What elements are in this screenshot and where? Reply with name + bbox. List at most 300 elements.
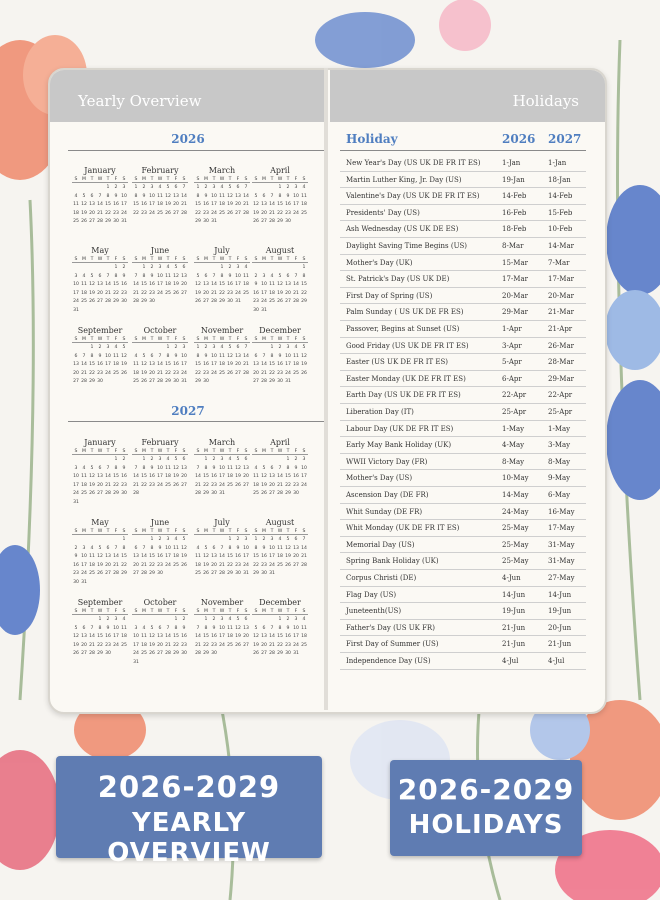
day-cell: 1 <box>150 537 154 542</box>
day-cell: 21 <box>81 370 87 376</box>
day-cell: 6 <box>98 465 102 471</box>
day-cell: 25 <box>81 299 87 304</box>
day-cell: 26 <box>173 482 179 488</box>
day-cell: 9 <box>182 625 186 631</box>
day-cell: 9 <box>262 545 266 551</box>
day-grid <box>132 456 188 499</box>
day-cell: 8 <box>302 273 306 279</box>
day-cell: 17 <box>211 202 217 207</box>
day-grid <box>252 616 308 659</box>
holiday-name: Juneteenth(US) <box>346 607 402 616</box>
holiday-row <box>340 370 586 388</box>
day-cell: 8 <box>254 545 258 551</box>
holiday-row <box>340 486 586 504</box>
day-cell: 12 <box>227 353 233 359</box>
day-cell: 15 <box>89 362 95 367</box>
day-cell: 23 <box>173 370 179 376</box>
day-cell: 13 <box>73 362 79 367</box>
empty-day <box>88 536 96 545</box>
day-cell: 16 <box>141 202 147 207</box>
month-calendar <box>252 598 308 659</box>
day-cell: 4 <box>134 353 138 359</box>
day-cell: 27 <box>203 299 209 304</box>
day-cell: 10 <box>243 545 249 551</box>
day-cell: 15 <box>227 554 233 559</box>
day-cell: 19 <box>97 562 103 568</box>
day-cell: 25 <box>253 491 259 496</box>
weekday-label: T <box>166 449 170 454</box>
day-cell: 24 <box>285 370 291 376</box>
day-cell: 17 <box>81 562 87 568</box>
day-cell: 24 <box>113 642 119 648</box>
weekday-label: T <box>150 449 154 454</box>
weekday-label: S <box>254 609 258 614</box>
day-cell: 16 <box>277 362 283 367</box>
holiday-date: 4-Jun <box>502 574 521 582</box>
day-cell: 16 <box>253 290 259 296</box>
empty-day <box>268 456 276 465</box>
day-cell: 20 <box>89 210 95 216</box>
day-cell: 7 <box>166 625 170 631</box>
day-cell: 20 <box>211 562 217 568</box>
weekday-label: W <box>277 337 283 342</box>
day-cell: 2 <box>286 617 290 622</box>
weekday-label: S <box>244 177 248 182</box>
holiday-table-header <box>346 132 586 150</box>
badge-yearly-overview <box>56 756 322 868</box>
day-cell: 3 <box>82 545 86 551</box>
day-cell: 22 <box>141 482 147 488</box>
weekday-label: W <box>157 529 163 534</box>
month-name: July <box>214 246 230 255</box>
month-name: October <box>143 598 177 607</box>
day-cell: 4 <box>74 193 78 199</box>
holiday-date: 9-May <box>548 474 571 483</box>
day-cell: 19 <box>301 362 307 367</box>
day-cell: 29 <box>285 491 291 496</box>
day-cell: 5 <box>196 273 200 279</box>
weekday-label: S <box>134 257 138 262</box>
empty-day <box>140 344 148 353</box>
weekday-label: S <box>182 337 186 342</box>
weekday-label: T <box>286 449 290 454</box>
holiday-date: 25-May <box>502 540 529 549</box>
day-cell: 3 <box>158 457 162 462</box>
day-cell: 6 <box>294 537 298 542</box>
day-cell: 3 <box>166 537 170 542</box>
day-cell: 20 <box>105 562 111 568</box>
day-cell: 14 <box>269 634 275 639</box>
holiday-name: Presidents' Day (US) <box>346 208 420 217</box>
day-cell: 23 <box>141 210 147 216</box>
weekday-label: M <box>262 257 266 262</box>
day-cell: 15 <box>113 282 119 287</box>
holiday-row <box>340 270 586 288</box>
day-cell: 22 <box>203 642 209 648</box>
holiday-date: 1-Jan <box>502 159 521 167</box>
day-cell: 10 <box>73 474 79 479</box>
day-cell: 15 <box>165 362 171 367</box>
day-cell: 23 <box>121 290 127 296</box>
day-cell: 21 <box>277 482 283 488</box>
day-cell: 4 <box>166 457 170 462</box>
month-calendar <box>72 166 128 227</box>
month-name: June <box>150 518 170 527</box>
day-grid <box>194 536 250 579</box>
empty-day <box>268 264 276 273</box>
day-cell: 25 <box>301 642 307 648</box>
day-cell: 25 <box>269 299 275 304</box>
day-cell: 28 <box>261 379 267 384</box>
day-cell: 10 <box>219 625 225 631</box>
holiday-row <box>340 220 586 238</box>
holiday-name: Spring Bank Holiday (UK) <box>346 557 439 566</box>
holiday-date: 28-Mar <box>548 358 574 367</box>
day-cell: 8 <box>114 273 118 279</box>
day-cell: 7 <box>98 193 102 199</box>
day-cell: 31 <box>243 571 249 576</box>
weekday-label: W <box>277 177 283 182</box>
day-cell: 10 <box>211 353 217 359</box>
day-grid <box>72 456 128 507</box>
day-cell: 13 <box>285 282 291 287</box>
day-cell: 21 <box>105 482 111 488</box>
day-cell: 16 <box>203 362 209 367</box>
day-cell: 30 <box>261 571 267 576</box>
month-calendar <box>132 326 188 387</box>
holiday-name: First Day of Spring (US) <box>346 291 433 300</box>
weekday-label: M <box>82 449 86 454</box>
holiday-name: Whit Monday (UK DE FR IT ES) <box>346 524 460 533</box>
day-cell: 11 <box>253 474 259 479</box>
day-cell: 16 <box>285 202 291 207</box>
day-cell: 6 <box>90 193 94 199</box>
holiday-row <box>340 320 586 338</box>
day-cell: 2 <box>228 265 232 270</box>
day-cell: 27 <box>269 491 275 496</box>
day-cell: 13 <box>261 634 267 639</box>
day-cell: 3 <box>74 465 78 471</box>
day-cell: 16 <box>149 282 155 287</box>
day-cell: 25 <box>81 491 87 496</box>
day-cell: 31 <box>133 659 139 665</box>
holiday-date: 14-Feb <box>502 192 527 201</box>
empty-day <box>260 616 268 625</box>
day-cell: 8 <box>106 193 110 199</box>
weekday-header <box>72 529 128 535</box>
day-cell: 7 <box>196 625 200 631</box>
holiday-date: 8-Mar <box>502 242 524 250</box>
weekday-label: T <box>212 449 216 454</box>
day-cell: 17 <box>285 362 291 367</box>
weekday-label: W <box>97 257 103 262</box>
day-cell: 4 <box>174 537 178 542</box>
day-cell: 3 <box>244 537 248 542</box>
day-cell: 31 <box>81 579 87 585</box>
day-cell: 10 <box>73 282 79 287</box>
day-cell: 24 <box>269 562 275 568</box>
day-cell: 10 <box>157 273 163 279</box>
weekday-label: F <box>294 529 298 534</box>
day-cell: 23 <box>253 299 259 304</box>
holiday-name: Labour Day (UK DE FR IT ES) <box>346 424 454 433</box>
day-cell: 3 <box>212 185 216 190</box>
day-cell: 2 <box>106 617 110 622</box>
holiday-date: 14-Jun <box>548 590 572 599</box>
weekday-label: M <box>262 529 266 534</box>
day-cell: 21 <box>105 290 111 296</box>
day-cell: 4 <box>196 545 200 551</box>
day-cell: 23 <box>285 210 291 216</box>
day-cell: 17 <box>165 554 171 559</box>
day-cell: 29 <box>141 299 147 304</box>
empty-day <box>202 536 210 545</box>
weekday-label: M <box>142 257 146 262</box>
day-cell: 25 <box>195 571 201 576</box>
day-cell: 7 <box>182 185 186 190</box>
day-cell: 15 <box>219 282 225 287</box>
day-cell: 28 <box>97 219 103 224</box>
day-cell: 19 <box>261 482 267 488</box>
day-cell: 16 <box>211 634 217 639</box>
day-cell: 22 <box>149 562 155 568</box>
weekday-label: T <box>90 609 94 614</box>
holiday-row <box>340 420 586 438</box>
day-cell: 12 <box>195 282 201 287</box>
holiday-name: Palm Sunday ( US UK DE FR ES) <box>346 308 464 317</box>
holiday-row <box>340 635 586 653</box>
day-cell: 6 <box>254 353 258 359</box>
empty-day <box>80 616 88 625</box>
holiday-date: 22-Apr <box>502 391 527 400</box>
day-cell: 25 <box>73 219 79 224</box>
month-name: April <box>270 438 290 447</box>
day-cell: 30 <box>149 299 155 304</box>
day-cell: 9 <box>204 193 208 199</box>
day-cell: 12 <box>121 353 127 359</box>
month-calendar <box>194 598 250 659</box>
day-cell: 24 <box>235 290 241 296</box>
day-cell: 28 <box>211 299 217 304</box>
empty-day <box>252 344 260 353</box>
day-cell: 11 <box>165 465 171 471</box>
day-cell: 22 <box>105 210 111 216</box>
day-cell: 11 <box>165 273 171 279</box>
day-cell: 9 <box>204 353 208 359</box>
day-cell: 11 <box>243 273 249 279</box>
day-cell: 17 <box>219 474 225 479</box>
day-cell: 17 <box>113 634 119 639</box>
yearly-overview-header: Yearly Overview <box>50 70 326 122</box>
day-cell: 24 <box>157 482 163 488</box>
weekday-label: S <box>244 257 248 262</box>
day-cell: 19 <box>285 554 291 559</box>
day-cell: 30 <box>181 651 187 656</box>
day-cell: 28 <box>243 370 249 376</box>
holiday-row <box>340 569 586 587</box>
day-cell: 1 <box>174 617 178 622</box>
day-cell: 25 <box>219 370 225 376</box>
day-cell: 3 <box>74 273 78 279</box>
weekday-label: F <box>236 257 240 262</box>
day-cell: 4 <box>228 457 232 462</box>
weekday-label: S <box>196 337 200 342</box>
day-cell: 4 <box>270 273 274 279</box>
holiday-date: 19-Jan <box>502 175 525 184</box>
day-cell: 8 <box>134 193 138 199</box>
day-cell: 23 <box>181 642 187 648</box>
day-cell: 7 <box>82 353 86 359</box>
weekday-label: T <box>166 257 170 262</box>
weekday-label: T <box>286 337 290 342</box>
day-cell: 6 <box>204 273 208 279</box>
day-cell: 5 <box>90 465 94 471</box>
day-cell: 11 <box>227 465 233 471</box>
day-grid <box>132 184 188 218</box>
weekday-header <box>252 257 308 263</box>
weekday-label: W <box>97 337 103 342</box>
day-cell: 27 <box>105 571 111 576</box>
empty-day <box>268 616 276 625</box>
day-cell: 9 <box>286 193 290 199</box>
weekday-label: M <box>204 177 208 182</box>
badge-years: 2026-2029 <box>97 770 281 804</box>
badge-years: 2026-2029 <box>397 773 575 806</box>
holiday-row <box>340 519 586 537</box>
day-cell: 26 <box>253 219 259 224</box>
day-cell: 18 <box>277 554 283 559</box>
empty-day <box>140 536 148 545</box>
day-cell: 17 <box>133 642 139 648</box>
day-cell: 5 <box>82 193 86 199</box>
day-cell: 19 <box>141 370 147 376</box>
weekday-header <box>252 609 308 615</box>
day-cell: 4 <box>82 465 86 471</box>
day-cell: 22 <box>165 370 171 376</box>
weekday-label: S <box>244 609 248 614</box>
day-cell: 30 <box>203 219 209 224</box>
day-cell: 26 <box>73 651 79 656</box>
day-cell: 28 <box>105 491 111 496</box>
day-cell: 9 <box>254 282 258 287</box>
day-cell: 10 <box>261 282 267 287</box>
day-cell: 21 <box>211 290 217 296</box>
weekday-label: S <box>182 449 186 454</box>
day-cell: 10 <box>105 353 111 359</box>
day-cell: 30 <box>293 491 299 496</box>
weekday-label: W <box>219 337 225 342</box>
day-cell: 5 <box>142 353 146 359</box>
holiday-row <box>340 187 586 205</box>
weekday-label: S <box>182 609 186 614</box>
day-cell: 7 <box>196 465 200 471</box>
day-cell: 15 <box>141 474 147 479</box>
weekday-label: W <box>277 529 283 534</box>
day-cell: 11 <box>81 474 87 479</box>
day-cell: 18 <box>133 370 139 376</box>
weekday-label: S <box>74 609 78 614</box>
day-cell: 6 <box>82 625 86 631</box>
day-cell: 30 <box>157 571 163 576</box>
weekday-label: T <box>286 609 290 614</box>
holiday-row <box>340 469 586 487</box>
day-cell: 16 <box>105 634 111 639</box>
day-cell: 15 <box>97 634 103 639</box>
day-cell: 18 <box>219 362 225 367</box>
holiday-date: 14-May <box>502 491 529 499</box>
holiday-row <box>340 503 586 521</box>
holiday-date: 21-Jun <box>502 640 526 649</box>
day-cell: 17 <box>301 474 307 479</box>
month-calendar <box>252 518 308 579</box>
day-cell: 18 <box>219 202 225 207</box>
day-cell: 22 <box>133 210 139 216</box>
day-cell: 9 <box>212 465 216 471</box>
weekday-label: T <box>212 177 216 182</box>
day-cell: 23 <box>277 370 283 376</box>
holiday-name: Early May Bank Holiday (UK) <box>346 441 452 450</box>
day-cell: 26 <box>121 370 127 376</box>
day-cell: 25 <box>133 379 139 384</box>
day-cell: 14 <box>219 554 225 559</box>
empty-day <box>104 536 112 545</box>
day-cell: 7 <box>302 537 306 542</box>
weekday-label: S <box>182 257 186 262</box>
day-cell: 5 <box>228 185 232 190</box>
day-cell: 16 <box>235 554 241 559</box>
empty-day <box>72 456 80 465</box>
day-cell: 23 <box>211 642 217 648</box>
weekday-label: F <box>174 609 178 614</box>
day-cell: 25 <box>113 370 119 376</box>
month-name: September <box>77 326 123 335</box>
holiday-date: 1-May <box>502 424 525 433</box>
weekday-label: S <box>134 337 138 342</box>
day-cell: 12 <box>73 634 79 639</box>
day-cell: 29 <box>173 651 179 656</box>
day-cell: 1 <box>204 617 208 622</box>
day-cell: 3 <box>106 345 110 350</box>
day-grid <box>194 456 250 499</box>
holiday-name: New Year's Day (US UK DE FR IT ES) <box>346 159 481 167</box>
empty-day <box>156 616 164 625</box>
holiday-date: 16-May <box>548 507 575 516</box>
day-cell: 22 <box>195 210 201 216</box>
weekday-label: S <box>196 449 200 454</box>
holiday-date: 10-Feb <box>548 225 573 234</box>
day-cell: 25 <box>293 370 299 376</box>
day-cell: 1 <box>166 345 170 350</box>
day-cell: 13 <box>235 353 241 359</box>
day-cell: 6 <box>262 625 266 631</box>
day-cell: 6 <box>74 353 78 359</box>
day-cell: 30 <box>113 219 119 224</box>
weekday-label: T <box>106 609 110 614</box>
weekday-label: S <box>74 449 78 454</box>
day-cell: 17 <box>243 554 249 559</box>
day-cell: 8 <box>114 465 118 471</box>
holiday-name: Mother's Day (UK) <box>346 258 413 267</box>
weekday-label: T <box>150 609 154 614</box>
day-grid <box>194 616 250 659</box>
day-cell: 1 <box>134 185 138 190</box>
day-cell: 12 <box>253 634 259 639</box>
holiday-row <box>340 436 586 454</box>
day-cell: 12 <box>227 193 233 199</box>
weekday-label: T <box>212 257 216 262</box>
month-calendar <box>132 166 188 218</box>
month-calendar <box>132 598 188 667</box>
